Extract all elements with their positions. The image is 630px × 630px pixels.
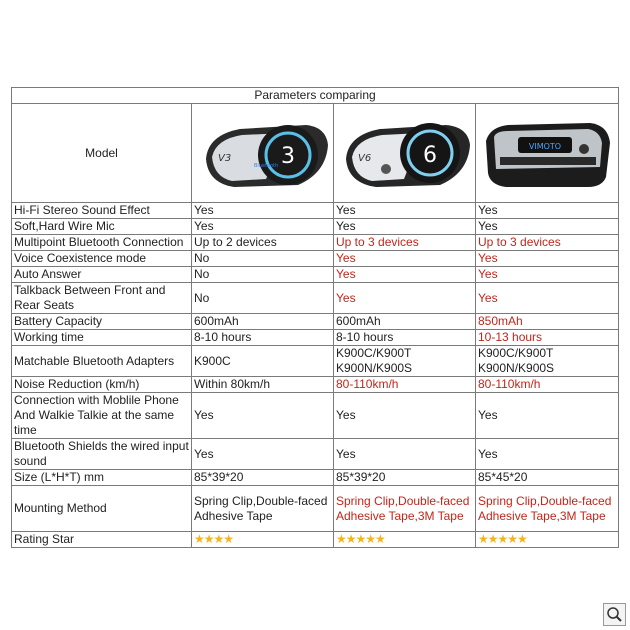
- row-label-size-l-h-t-mm: Size (L*H*T) mm: [12, 470, 192, 486]
- table-row: [12, 393, 619, 439]
- table-title: Parameters comparing: [12, 88, 619, 104]
- intercom-v8-icon: [478, 107, 616, 199]
- cell-mounting-method-3: Spring Clip,Double-faced Adhesive Tape,3M Tape: [476, 486, 619, 532]
- magnifier-icon: [604, 604, 625, 625]
- cell-hi-fi-stereo-sound-effect-2: Yes: [334, 203, 476, 219]
- row-label-voice-coexistence-mode: Voice Coexistence mode: [12, 251, 192, 267]
- cell-connection-with-moblile-phone-and-walkie-talkie-at-the-same-time-3: Yes: [476, 393, 619, 439]
- rating-stars-1: ★★★★: [192, 532, 334, 548]
- cell-working-time-3: 10-13 hours: [476, 330, 619, 346]
- row-label-matchable-bluetooth-adapters: Matchable Bluetooth Adapters: [12, 346, 192, 377]
- device-image-v3: [192, 104, 334, 203]
- cell-noise-reduction-km-h-3: 80-110km/h: [476, 377, 619, 393]
- table-row: [12, 330, 619, 346]
- table-row: [12, 283, 619, 314]
- cell-size-l-h-t-mm-3: 85*45*20: [476, 470, 619, 486]
- intercom-v6-icon: [336, 107, 474, 199]
- cell-talkback-between-front-and-rear-seats-1: No: [192, 283, 334, 314]
- cell-talkback-between-front-and-rear-seats-3: Yes: [476, 283, 619, 314]
- row-label-soft-hard-wire-mic: Soft,Hard Wire Mic: [12, 219, 192, 235]
- cell-talkback-between-front-and-rear-seats-2: Yes: [334, 283, 476, 314]
- cell-working-time-1: 8-10 hours: [192, 330, 334, 346]
- table-row: [12, 203, 619, 219]
- row-label-battery-capacity: Battery Capacity: [12, 314, 192, 330]
- table-row: [12, 314, 619, 330]
- cell-auto-answer-3: Yes: [476, 267, 619, 283]
- svg-text:3: 3: [281, 144, 295, 169]
- row-label-connection-with-moblile-phone-and-walkie-talkie-at-the-same-time: Connection with Moblile Phone And Walkie Talkie at the same time: [12, 393, 192, 439]
- cell-soft-hard-wire-mic-3: Yes: [476, 219, 619, 235]
- row-label-rating-star: Rating Star: [12, 532, 192, 548]
- cell-matchable-bluetooth-adapters-1: K900C: [192, 346, 334, 377]
- cell-working-time-2: 8-10 hours: [334, 330, 476, 346]
- cell-voice-coexistence-mode-1: No: [192, 251, 334, 267]
- zoom-button[interactable]: [603, 603, 626, 626]
- table-row: [12, 532, 619, 548]
- cell-mounting-method-1: Spring Clip,Double-faced Adhesive Tape: [192, 486, 334, 532]
- cell-soft-hard-wire-mic-2: Yes: [334, 219, 476, 235]
- cell-connection-with-moblile-phone-and-walkie-talkie-at-the-same-time-1: Yes: [192, 393, 334, 439]
- row-label-multipoint-bluetooth-connection: Multipoint Bluetooth Connection: [12, 235, 192, 251]
- table-row: [12, 346, 619, 377]
- rating-stars-3: ★★★★★: [476, 532, 619, 548]
- cell-soft-hard-wire-mic-1: Yes: [192, 219, 334, 235]
- cell-matchable-bluetooth-adapters-3: K900C/K900T K900N/K900S: [476, 346, 619, 377]
- cell-auto-answer-1: No: [192, 267, 334, 283]
- cell-size-l-h-t-mm-2: 85*39*20: [334, 470, 476, 486]
- table-row: [12, 470, 619, 486]
- table-row: [12, 251, 619, 267]
- cell-hi-fi-stereo-sound-effect-3: Yes: [476, 203, 619, 219]
- cell-multipoint-bluetooth-connection-3: Up to 3 devices: [476, 235, 619, 251]
- cell-mounting-method-2: Spring Clip,Double-faced Adhesive Tape,3M Tape: [334, 486, 476, 532]
- device-image-v8: [476, 104, 619, 203]
- table-body: [12, 203, 619, 548]
- table-row: [12, 267, 619, 283]
- svg-text:Bluetooth: Bluetooth: [254, 163, 279, 169]
- row-label-bluetooth-shields-the-wired-input-sound: Bluetooth Shields the wired input sound: [12, 439, 192, 470]
- rating-stars-2: ★★★★★: [334, 532, 476, 548]
- svg-text:V3: V3: [218, 153, 232, 164]
- cell-auto-answer-2: Yes: [334, 267, 476, 283]
- intercom-v3-icon: [194, 107, 332, 199]
- cell-voice-coexistence-mode-3: Yes: [476, 251, 619, 267]
- cell-battery-capacity-1: 600mAh: [192, 314, 334, 330]
- cell-matchable-bluetooth-adapters-2: K900C/K900T K900N/K900S: [334, 346, 476, 377]
- row-label-noise-reduction-km-h: Noise Reduction (km/h): [12, 377, 192, 393]
- cell-battery-capacity-3: 850mAh: [476, 314, 619, 330]
- row-label-hi-fi-stereo-sound-effect: Hi-Fi Stereo Sound Effect: [12, 203, 192, 219]
- device-image-v6: [334, 104, 476, 203]
- svg-text:VIMOTO: VIMOTO: [528, 142, 562, 151]
- cell-multipoint-bluetooth-connection-2: Up to 3 devices: [334, 235, 476, 251]
- row-label-talkback-between-front-and-rear-seats: Talkback Between Front and Rear Seats: [12, 283, 192, 314]
- row-label-mounting-method: Mounting Method: [12, 486, 192, 532]
- cell-hi-fi-stereo-sound-effect-1: Yes: [192, 203, 334, 219]
- table-row: [12, 439, 619, 470]
- svg-text:6: 6: [423, 143, 437, 168]
- table-row: [12, 486, 619, 532]
- cell-size-l-h-t-mm-1: 85*39*20: [192, 470, 334, 486]
- cell-battery-capacity-2: 600mAh: [334, 314, 476, 330]
- cell-multipoint-bluetooth-connection-1: Up to 2 devices: [192, 235, 334, 251]
- row-label-working-time: Working time: [12, 330, 192, 346]
- comparison-table: [11, 87, 619, 548]
- table-row: [12, 219, 619, 235]
- cell-bluetooth-shields-the-wired-input-sound-1: Yes: [192, 439, 334, 470]
- model-label: Model: [12, 104, 192, 203]
- row-label-auto-answer: Auto Answer: [12, 267, 192, 283]
- table-row: [12, 377, 619, 393]
- cell-bluetooth-shields-the-wired-input-sound-2: Yes: [334, 439, 476, 470]
- cell-noise-reduction-km-h-2: 80-110km/h: [334, 377, 476, 393]
- cell-connection-with-moblile-phone-and-walkie-talkie-at-the-same-time-2: Yes: [334, 393, 476, 439]
- svg-text:V6: V6: [358, 153, 372, 164]
- cell-bluetooth-shields-the-wired-input-sound-3: Yes: [476, 439, 619, 470]
- cell-noise-reduction-km-h-1: Within 80km/h: [192, 377, 334, 393]
- cell-voice-coexistence-mode-2: Yes: [334, 251, 476, 267]
- table-row: [12, 235, 619, 251]
